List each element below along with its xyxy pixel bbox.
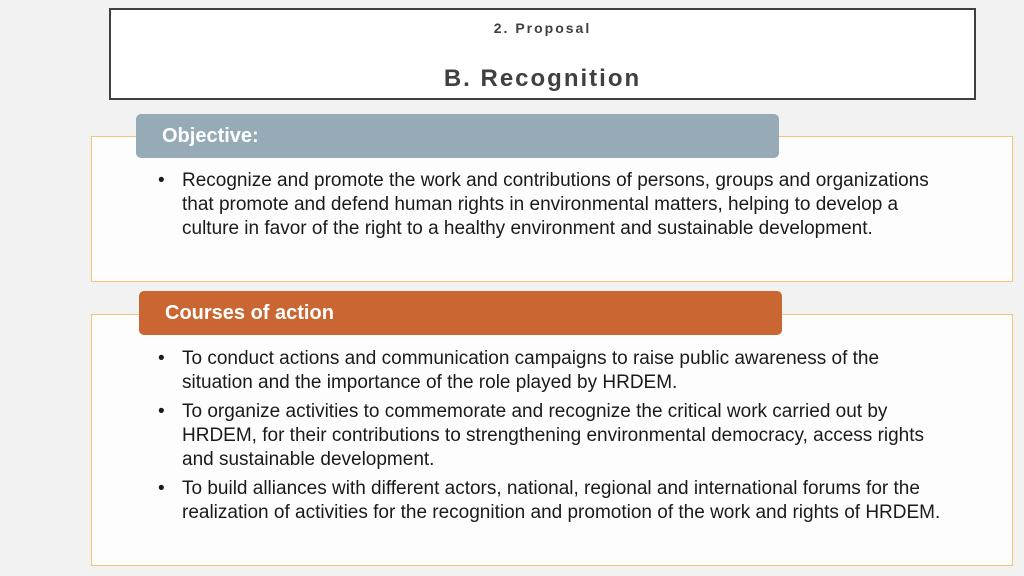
list-item (158, 169, 952, 241)
courses-heading: Courses of action (165, 301, 334, 324)
title-box (109, 8, 976, 100)
bullet-icon: • (158, 170, 165, 191)
courses-header (139, 291, 782, 335)
courses-list (158, 347, 952, 530)
bullet-icon: • (158, 478, 165, 499)
course-item-1: To conduct actions and communication campaigns to raise public awareness of the situation and the importance of the role played by HRDEM. (182, 348, 880, 393)
course-item-3: To build alliances with different actors, national, regional and international forums for the realization of activities for the recognition and promotion of the work and rights of HRDEM. (182, 478, 941, 523)
objective-header (136, 114, 779, 158)
course-item-2: To organize activities to commemorate and recognize the critical work carried out by HRDEM, for their contributions to strengthening environmental democracy, access rights and sustainable development. (182, 401, 925, 470)
page-title: B. Recognition (443, 65, 642, 92)
section-subtitle: 2. Proposal (493, 20, 592, 36)
courses-panel (91, 314, 1013, 566)
objective-list (158, 169, 952, 246)
bullet-icon: • (158, 401, 165, 422)
objective-text: Recognize and promote the work and contributions of persons, groups and organizations that promote and defend human rights in environmental matters, helping to develop a culture in favor of the right to a healthy environment and sustainable development. (182, 170, 929, 239)
objective-heading: Objective: (162, 124, 259, 147)
list-item (158, 400, 952, 472)
list-item (158, 347, 952, 395)
list-item (158, 477, 952, 525)
bullet-icon: • (158, 348, 165, 369)
